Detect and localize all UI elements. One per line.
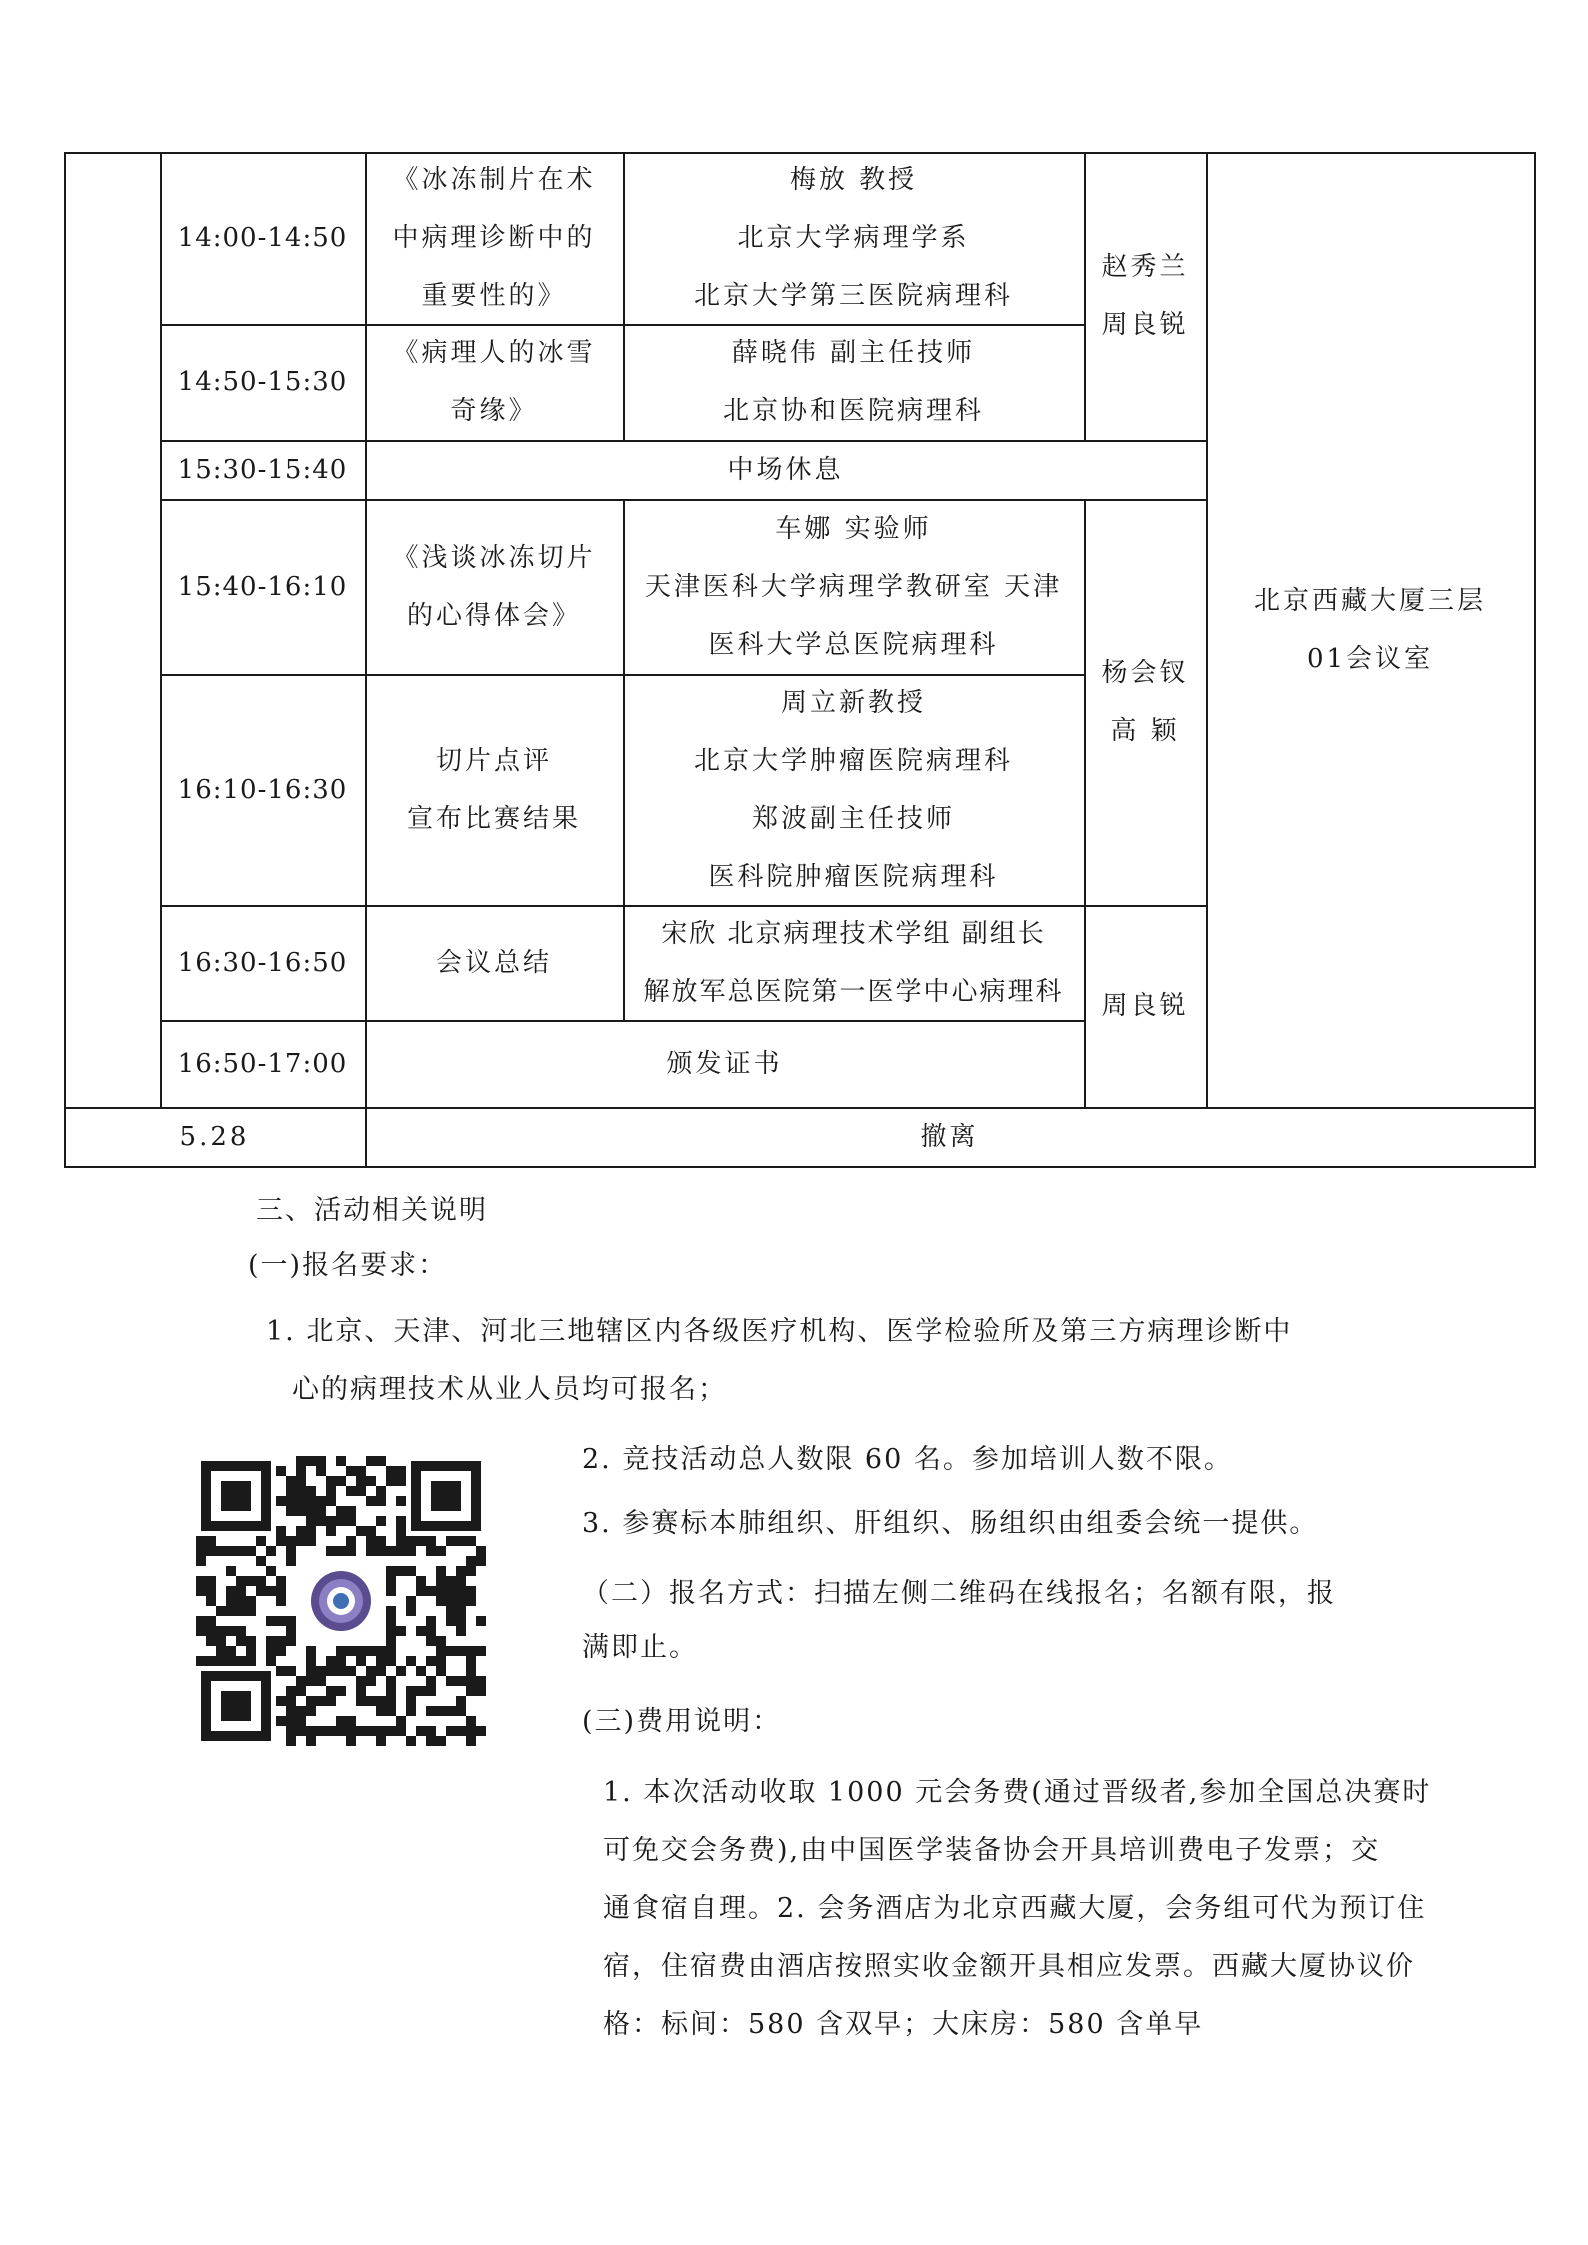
- row-time: 15:40-16:10: [177, 571, 348, 602]
- row-speaker: 车娜 实验师 天津医科大学病理学教研室 天津 医科大学总医院病理科: [644, 513, 1063, 660]
- subsection-title: (三)费用说明：: [582, 1706, 782, 1737]
- row-topic: 切片点评 宣布比赛结果: [406, 745, 581, 834]
- requirement-item: 1. 北京、天津、河北三地辖区内各级医疗机构、医学检验所及第三方病理诊断中: [266, 1316, 1293, 1347]
- section-title: 三、活动相关说明: [256, 1195, 488, 1226]
- fee-description: 1. 本次活动收取 1000 元会务费(通过晋级者,参加全国总决赛时 可免交会务费),由中国医学装备协会开具培训费电子发票；交 通食宿自理。2. 会务酒店为北京西藏大厦，会务组可代为预订住 宿，住宿费由酒店按照实收金额开具相应发票。西藏大厦协议价 格：标间：580 含双早；大床房：580 含单早: [603, 1777, 1432, 2040]
- requirement-item: 3. 参赛标本肺组织、肝组织、肠组织由组委会统一提供。: [582, 1508, 1319, 1539]
- row-topic: 《冰冻制片在术 中病理诊断中的 重要性的》: [392, 165, 596, 311]
- row-speaker: 宋欣 北京病理技术学组 副组长 解放军总医院第一医学中心病理科: [643, 918, 1064, 1007]
- row-speaker: 周立新教授 北京大学肿瘤医院病理科 郑波副主任技师 医科院肿瘤医院病理科: [693, 687, 1013, 892]
- qr-code-icon[interactable]: [196, 1456, 486, 1746]
- row-topic: 《病理人的冰雪 奇缘》: [392, 338, 596, 426]
- row-topic: 会议总结: [435, 947, 552, 978]
- signup-method: （二）报名方式：扫描左侧二维码在线报名；名额有限，报: [582, 1578, 1336, 1609]
- row-time: 16:10-16:30: [177, 774, 348, 805]
- signup-method: 满即止。: [582, 1632, 698, 1663]
- row-time: 16:50-17:00: [177, 1048, 348, 1079]
- row-time: 15:30-15:40: [177, 454, 348, 485]
- row-host: 赵秀兰 周良锐: [1101, 252, 1189, 340]
- break-label: 中场休息: [727, 454, 844, 485]
- row-time: 14:00-14:50: [177, 223, 348, 253]
- subsection-title: (一)报名要求：: [248, 1250, 448, 1281]
- row-time: 14:50-15:30: [177, 367, 348, 397]
- row-time: 16:30-16:50: [177, 947, 348, 978]
- row-host: 杨会钗 高 颖: [1101, 658, 1189, 746]
- requirement-item: 2. 竞技活动总人数限 60 名。参加培训人数不限。: [582, 1444, 1233, 1475]
- row-topic: 《浅谈冰冻切片 的心得体会》: [392, 542, 596, 631]
- row-speaker: 薛晓伟 副主任技师 北京协和医院病理科: [722, 338, 984, 426]
- venue-cell: 北京西藏大厦三层 01会议室: [1253, 585, 1486, 674]
- row-topic: 颁发证书: [666, 1048, 783, 1079]
- final-date: 5.28: [179, 1121, 250, 1152]
- row-speaker: 梅放 教授 北京大学病理学系 北京大学第三医院病理科: [693, 165, 1013, 311]
- row-host: 周良锐: [1101, 991, 1189, 1021]
- final-activity: 撤离: [920, 1121, 979, 1152]
- requirement-item: 心的病理技术从业人员均可报名；: [292, 1374, 727, 1405]
